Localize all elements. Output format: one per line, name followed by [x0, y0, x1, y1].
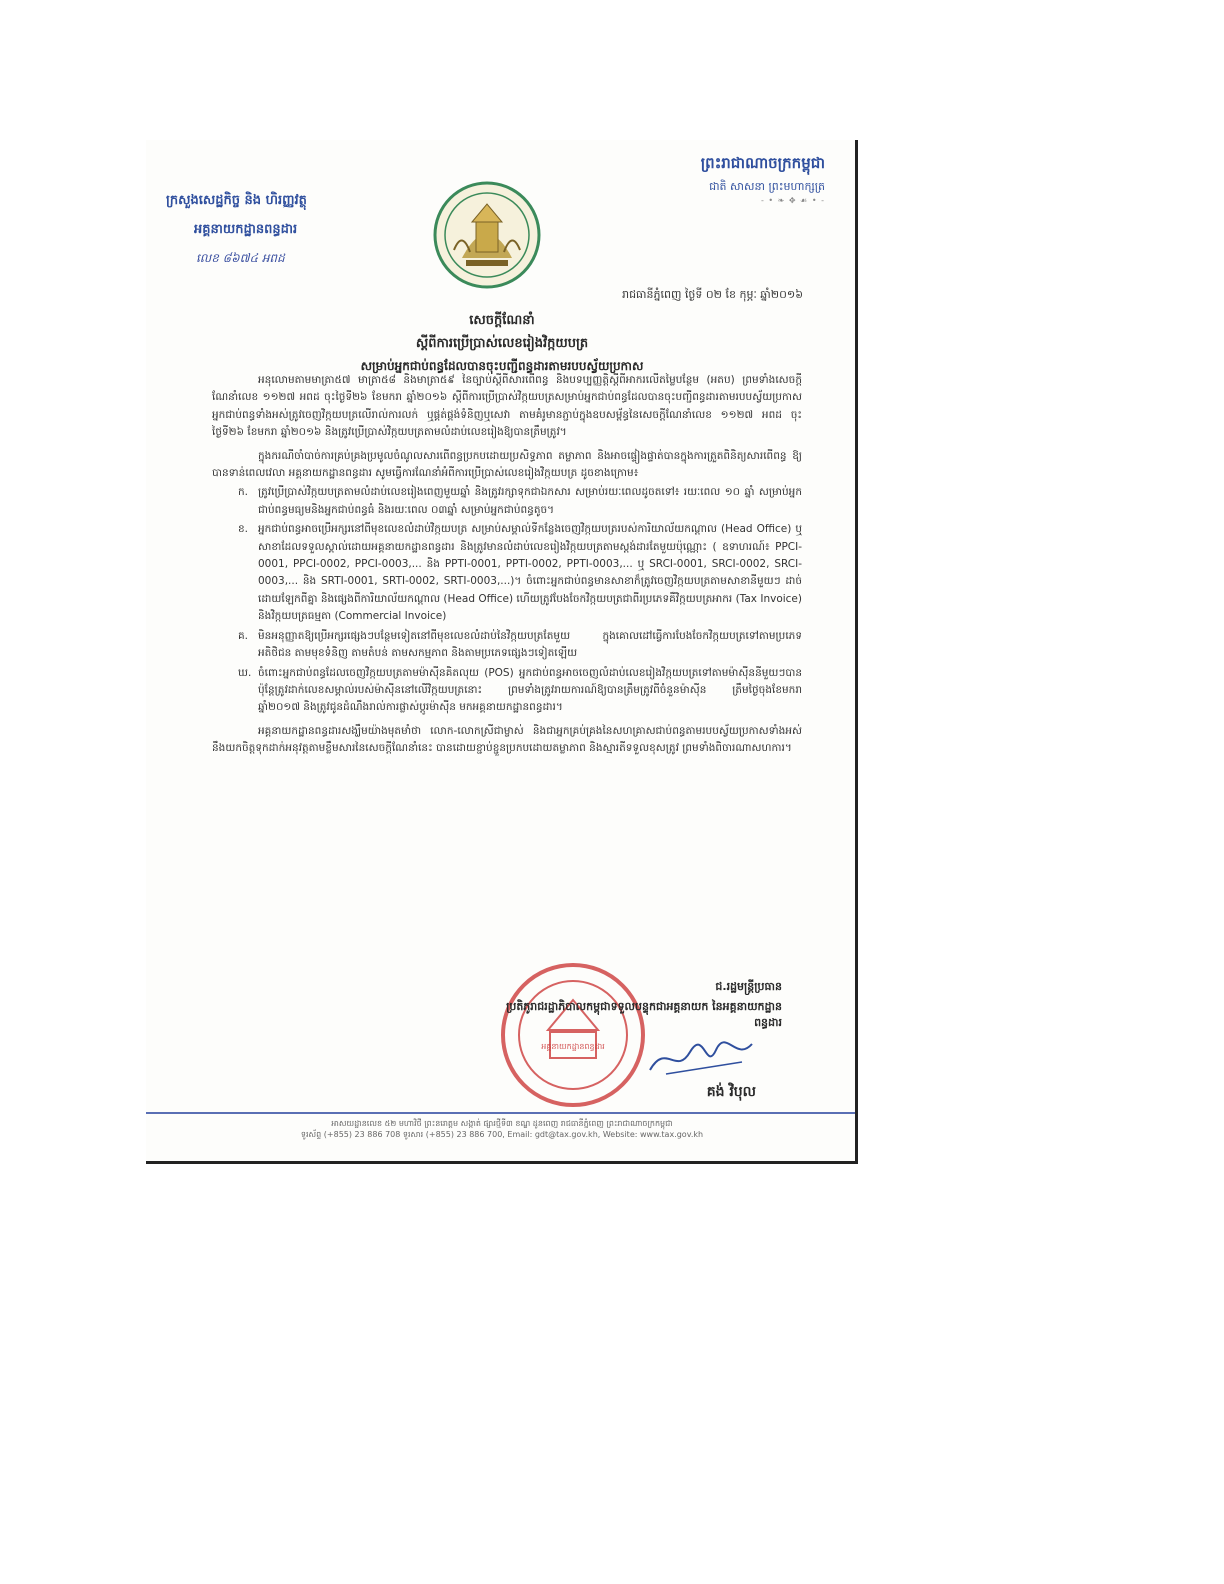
title-scope: សម្រាប់អ្នកជាប់ពន្ធដែលបានចុះបញ្ជីពន្ធដារតាមរបបស្វ័យប្រកាស — [360, 359, 644, 373]
stamp-text: អគ្គនាយកដ្ឋានពន្ធដារ — [541, 1042, 605, 1051]
date-line: រាជធានីភ្នំពេញ ថ្ងៃទី ០២ ខែ កុម្ភៈ ឆ្នាំ២០១៦ — [622, 288, 803, 301]
list-item — [212, 521, 802, 625]
list-item-number: ឃ. — [238, 666, 252, 679]
signatory-name: គង់ វិបុល — [706, 1084, 756, 1100]
list-item-text: ត្រូវប្រើប្រាស់វិក្កយបត្រតាមលំដាប់លេខរៀងពេញមួយឆ្នាំ និងត្រូវរក្សាទុកជាឯកសារ សម្រាប់រយៈពេលដូចតទៅ៖ រយៈពេល ១០ ឆ្នាំ សម្រាប់អ្នកជាប់ពន្ធមធ្យមនិងអ្នកជាប់ពន្ធធំ និងរយៈពេល ០៣ឆ្នាំ សម្រាប់អ្នកជាប់ពន្ធតូច។ — [258, 486, 802, 516]
list-item-number: ក. — [238, 486, 249, 499]
ministry-name: ក្រសួងសេដ្ឋកិច្ច និង ហិរញ្ញវត្ថុ — [166, 193, 307, 208]
signatory-position: ប្រតិភូរាជរដ្ឋាភិបាលកម្ពុជាទទួលបន្ទុកជាអគ្គនាយក នៃអគ្គនាយកដ្ឋានពន្ធដារ — [506, 1000, 782, 1029]
footer-contact: ទូរស័ព្ទ (+855) 23 886 708 ទូរសារ (+855) 23 886 700, Email: gdt@tax.gov.kh, Website: www.tax.gov.kh — [300, 1130, 704, 1139]
ornament-divider: - • ❧ ✥ ☙ • - — [760, 196, 825, 205]
reference-number: លេខ ៨៦៧៤ អពដ — [196, 251, 285, 265]
list-item — [212, 484, 802, 519]
tax-department-emblem-icon — [432, 180, 542, 290]
handwritten-signature-icon — [646, 1032, 756, 1082]
body-paragraph-1: អនុលោមតាមមាត្រា៥៧ មាត្រា៥៨ និងមាត្រា៥៩ នៃច្បាប់ស្តីពីសារពើពន្ធ និងបទប្បញ្ញត្តិស្តីពីអាករលើតម្លៃបន្ថែម (អតប) ព្រមទាំងសេចក្តីណែនាំលេខ ១១២៧ អពដ ចុះថ្ងៃទី២៦ ខែមករា ឆ្នាំ២០១៦ ស្តីពីការប្រើប្រាស់វិក្កយបត្រសម្រាប់អ្នកជាប់ពន្ធដែលបានចុះបញ្ជីពន្ធដារតាមរបបស្វ័យប្រកាស អ្នកជាប់ពន្ធទាំងអស់ត្រូវចេញវិក្កយបត្រលើរាល់ការលក់ ឬផ្គត់ផ្គង់ទំនិញឬសេវា តាមគំរូមានភ្ជាប់ក្នុងឧបសម្ព័ន្ធនៃសេចក្តីណែនាំលេខ ១១២៧ អពដ ចុះថ្ងៃទី២៦ ខែមករា ឆ្នាំ២០១៦ និងត្រូវប្រើប្រាស់វិក្កយបត្រតាមលំដាប់លេខរៀងឱ្យបានត្រឹមត្រូវ។ — [212, 374, 802, 439]
list-item — [212, 665, 802, 717]
letter-body — [212, 372, 802, 758]
list-item-text: អ្នកជាប់ពន្ធអាចប្រើអក្សរនៅពីមុខលេខលំដាប់វិក្កយបត្រ សម្រាប់សម្គាល់ទីកន្លែងចេញវិក្កយបត្ររបស់ការិយាល័យកណ្តាល (Head Office) ឬសាខាដែលទទួលស្គាល់ដោយអគ្គនាយកដ្ឋានពន្ធដារ និងត្រូវមានលំដាប់លេខរៀងវិក្កយបត្រតាមស្តង់ដារតែមួយប៉ុណ្ណោះ ( ឧទាហរណ៍៖ PPCI-0001, PPCI-0002, PPCI-0003,... និង PPTI-0001, PPTI-0002, PPTI-0003,... ឬ SRCI-0001, SRCI-0002, SRCI-0003,... និង SRTI-0001, SRTI-0002, SRTI-0003,...)។ ចំពោះអ្នកជាប់ពន្ធមានសាខាក៏ត្រូវចេញវិក្កយបត្រតាមសាខានីមួយៗ ដាច់ដោយឡែកពីគ្នា និងផ្សេងពីការិយាល័យកណ្តាល (Head Office) ហើយត្រូវបែងចែកវិក្កយបត្រជាពីរប្រភេទគឺវិក្កយបត្រអាករ (Tax Invoice) និងវិក្កយបត្រធម្មតា (Commercial Invoice) — [258, 523, 802, 623]
kingdom-title: ព្រះរាជាណាចក្រកម្ពុជា — [700, 154, 825, 172]
list-item-text: ចំពោះអ្នកជាប់ពន្ធដែលចេញវិក្កយបត្រតាមម៉ាស៊ីនគិតលុយ (POS) អ្នកជាប់ពន្ធអាចចេញលំដាប់លេខរៀងវិក្កយបត្រទៅតាមម៉ាស៊ីននីមួយៗបាន ប៉ុន្តែត្រូវដាក់លេខសម្គាល់របស់ម៉ាស៊ីននៅលើវិក្កយបត្រនោះ ព្រមទាំងត្រូវរាយការណ៍ឱ្យបានត្រឹមត្រូវពីចំនួនម៉ាស៊ីន ត្រឹមថ្ងៃចុងខែមករា ឆ្នាំ២០១៧ និងត្រូវជូនដំណឹងរាល់ការផ្លាស់ប្តូរម៉ាស៊ីន មកអគ្គនាយកដ្ឋានពន្ធដារ។ — [258, 666, 802, 714]
list-item-text: មិនអនុញ្ញាតឱ្យប្រើអក្សរផ្សេងៗបន្ថែមទៀតនៅពីមុខលេខលំដាប់នៃវិក្កយបត្រតែមួយ ក្នុងគោលដៅធ្វើការបែងចែកវិក្កយបត្រទៅតាមប្រភេទអតិថិជន តាមមុខទំនិញ តាមតំបន់ តាមសកម្មភាព និងតាមប្រភេទផ្សេងៗទៀតឡើយ — [258, 629, 802, 660]
list-item-number: គ. — [238, 629, 249, 642]
title-subject: ស្តីពីការប្រើប្រាស់លេខរៀងវិក្កយបត្រ — [415, 336, 589, 351]
body-paragraph-3: អគ្គនាយកដ្ឋានពន្ធដារសង្ឃឹមយ៉ាងមុតមាំថា លោក-លោកស្រីជាម្ចាស់ និងជាអ្នកគ្រប់គ្រងនៃសហគ្រាសជាប់ពន្ធតាមរបបស្វ័យប្រកាសទាំងអស់ នឹងយកចិត្តទុកដាក់អនុវត្តតាមខ្លឹមសារនៃសេចក្តីណែនាំនេះ បានដោយខ្ជាប់ខ្ជួនប្រកបដោយតម្លាភាព និងស្មារតីទទួលខុសត្រូវ ព្រមទាំងពិចារណាសហការ។ — [212, 724, 802, 755]
scanned-letter — [146, 140, 858, 1164]
ministry-header — [166, 192, 376, 268]
list-item — [212, 628, 802, 663]
document-titles — [146, 312, 858, 376]
body-paragraph-2: ក្នុងករណីចាំបាច់ការគ្រប់គ្រងប្រមូលចំណូលសារពើពន្ធប្រកបដោយប្រសិទ្ធភាព តម្លាភាព និងអាចផ្ទៀងផ្ទាត់បានក្នុងការត្រួតពិនិត្យសារពើពន្ធ ឱ្យបានទាន់ពេលវេលា អគ្គនាយកដ្ឋានពន្ធដារ សូមធ្វើការណែនាំអំពីការប្រើប្រាស់លេខរៀងវិក្កយបត្រ ដូចខាងក្រោម៖ — [212, 449, 802, 480]
title-main: សេចក្តីណែនាំ — [469, 313, 535, 328]
footer-address: អាសយដ្ឋានលេខ ៥២ មហាវិថី ព្រះនរោត្តម សង្កាត់ ផ្សារថ្មីទី៣ ខណ្ឌ ដូនពេញ រាជធានីភ្នំពេញ ព្រះរាជាណាចក្រកម្ពុជា — [331, 1119, 673, 1128]
department-name: អគ្គនាយកដ្ឋានពន្ធដារ — [194, 222, 298, 237]
footer-divider — [146, 1112, 858, 1114]
signatory-title: ជ.រដ្ឋមន្ត្រីប្រធាន — [715, 980, 782, 993]
kingdom-motto: ជាតិ សាសនា ព្រះមហាក្សត្រ — [709, 180, 825, 193]
kingdom-header — [701, 154, 825, 205]
letter-footer — [146, 1118, 858, 1140]
list-item-number: ខ. — [238, 523, 249, 536]
